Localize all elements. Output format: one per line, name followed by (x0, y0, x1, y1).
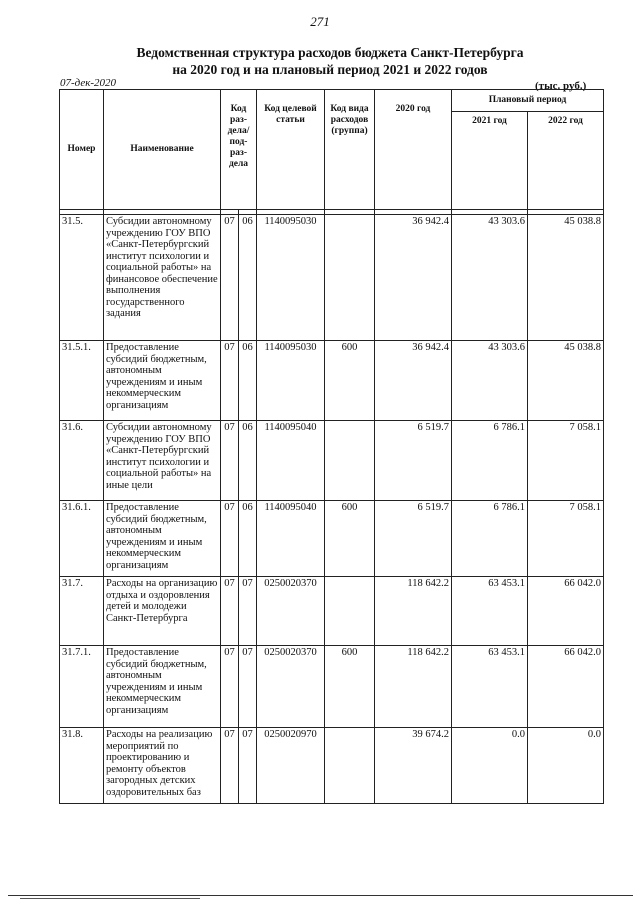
page-number: 271 (310, 14, 330, 29)
header-year-2022: 2022 год (528, 112, 604, 210)
row-expense-kind: 600 (325, 501, 375, 577)
header-planned-period: Плановый период (452, 90, 604, 112)
row-value-2020: 6 519.7 (375, 501, 452, 577)
row-target-code: 0250020370 (257, 646, 325, 728)
row-value-2022: 66 042.0 (528, 646, 604, 728)
row-name: Субсидии автономному учреждению ГОУ ВПО «Санкт-Петербургский институт психологии и социальной работы» на финансовое обеспечение выполнения государственного задания (104, 215, 221, 341)
row-expense-kind (325, 577, 375, 646)
row-section: 07 (221, 728, 239, 804)
row-section: 07 (221, 341, 239, 421)
row-section: 07 (221, 577, 239, 646)
row-section: 07 (221, 501, 239, 577)
row-subsection: 07 (239, 728, 257, 804)
row-expense-kind: 600 (325, 646, 375, 728)
units-label: (тыс. руб.) (535, 80, 587, 92)
header-target-code: Код целевой статьи (257, 90, 325, 210)
header-section-code: Код раз-дела/ под-раз-дела (221, 90, 257, 210)
row-value-2020: 6 519.7 (375, 421, 452, 501)
row-subsection: 07 (239, 646, 257, 728)
row-expense-kind (325, 421, 375, 501)
row-number: 31.6. (60, 421, 104, 501)
row-name: Предоставление субсидий бюджетным, автономным учреждениям и иным некоммерческим организациям (104, 501, 221, 577)
row-name: Предоставление субсидий бюджетным, автономным учреждениям и иным некоммерческим организациям (104, 341, 221, 421)
row-value-2020: 118 642.2 (375, 577, 452, 646)
row-expense-kind: 600 (325, 341, 375, 421)
row-value-2022: 7 058.1 (528, 501, 604, 577)
row-name: Расходы на организацию отдыха и оздоровления детей и молодежи Санкт-Петербурга (104, 577, 221, 646)
row-value-2020: 39 674.2 (375, 728, 452, 804)
row-name: Предоставление субсидий бюджетным, автономным учреждениям и иным некоммерческим организациям (104, 646, 221, 728)
row-name: Расходы на реализацию мероприятий по проектированию и ремонту объектов загородных детских оздоровительных баз (104, 728, 221, 804)
row-value-2021: 43 303.6 (452, 215, 528, 341)
row-value-2021: 43 303.6 (452, 341, 528, 421)
row-subsection: 06 (239, 215, 257, 341)
row-subsection: 06 (239, 501, 257, 577)
row-number: 31.6.1. (60, 501, 104, 577)
budget-table (59, 89, 604, 804)
table-row (60, 421, 604, 501)
row-value-2022: 66 042.0 (528, 577, 604, 646)
row-section: 07 (221, 215, 239, 341)
row-expense-kind (325, 728, 375, 804)
row-section: 07 (221, 421, 239, 501)
page-bottom-rule (8, 895, 633, 896)
row-value-2021: 63 453.1 (452, 577, 528, 646)
row-value-2022: 45 038.8 (528, 215, 604, 341)
row-number: 31.7.1. (60, 646, 104, 728)
header-name: Наименование (104, 90, 221, 210)
row-target-code: 1140095030 (257, 215, 325, 341)
title-line-1: Ведомственная структура расходов бюджета Санкт-Петербурга (136, 45, 524, 60)
row-number: 31.8. (60, 728, 104, 804)
row-value-2022: 45 038.8 (528, 341, 604, 421)
document-date: 07-дек-2020 (60, 77, 117, 89)
row-value-2020: 36 942.4 (375, 215, 452, 341)
row-value-2022: 7 058.1 (528, 421, 604, 501)
row-value-2021: 63 453.1 (452, 646, 528, 728)
row-section: 07 (221, 646, 239, 728)
header-number: Номер (60, 90, 104, 210)
row-value-2021: 0.0 (452, 728, 528, 804)
row-subsection: 07 (239, 577, 257, 646)
row-subsection: 06 (239, 341, 257, 421)
table-row (60, 215, 604, 341)
row-target-code: 0250020370 (257, 577, 325, 646)
header-expense-kind-code: Код вида расходов (группа) (325, 90, 375, 210)
table-row (60, 501, 604, 577)
row-target-code: 1140095040 (257, 421, 325, 501)
page-bottom-rule-short (20, 898, 200, 899)
table-row (60, 728, 604, 804)
row-value-2021: 6 786.1 (452, 421, 528, 501)
row-value-2020: 118 642.2 (375, 646, 452, 728)
row-value-2022: 0.0 (528, 728, 604, 804)
row-number: 31.7. (60, 577, 104, 646)
title-line-2: на 2020 год и на плановый период 2021 и 2022 годов (172, 62, 488, 77)
row-target-code: 1140095040 (257, 501, 325, 577)
row-subsection: 06 (239, 421, 257, 501)
row-name: Субсидии автономному учреждению ГОУ ВПО «Санкт-Петербургский институт психологии и социальной работы» на иные цели (104, 421, 221, 501)
table-row (60, 341, 604, 421)
row-number: 31.5.1. (60, 341, 104, 421)
row-number: 31.5. (60, 215, 104, 341)
page-title (60, 44, 600, 78)
header-year-2021: 2021 год (452, 112, 528, 210)
header-year-2020: 2020 год (375, 90, 452, 210)
table-row (60, 646, 604, 728)
table-row (60, 577, 604, 646)
row-target-code: 0250020970 (257, 728, 325, 804)
row-value-2021: 6 786.1 (452, 501, 528, 577)
row-value-2020: 36 942.4 (375, 341, 452, 421)
row-expense-kind (325, 215, 375, 341)
row-target-code: 1140095030 (257, 341, 325, 421)
